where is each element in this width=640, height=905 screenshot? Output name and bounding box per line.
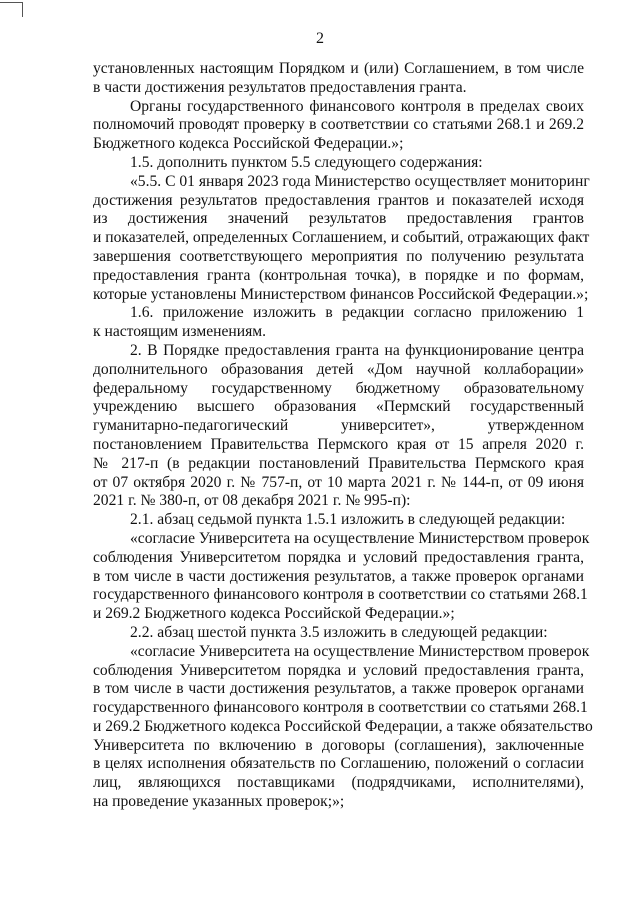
text-line: Университета по включению в договоры (соглашения), заключенные: [93, 736, 584, 754]
text-line: в том числе в части достижения результатов, а также проверок органами: [93, 680, 584, 698]
text-line: федеральному государственному бюджетному образовательному: [93, 379, 584, 397]
document-body: [93, 60, 593, 812]
text-line: на проведение указанных проверок;»;: [93, 793, 345, 811]
text-line: Бюджетного кодекса Российской Федерации.»;: [93, 135, 404, 153]
text-line: от 07 октября 2020 г. № 757-п, от 10 марта 2021 г. № 144-п, от 09 июня: [93, 473, 584, 491]
text-line: предоставления гранта (контрольная точка), в порядке и по формам,: [93, 266, 584, 284]
text-line: «5.5. С 01 января 2023 года Министерство осуществляет мониторинг: [130, 172, 590, 190]
text-line: из достижения значений результатов предоставления грантов: [93, 210, 584, 228]
text-line: Органы государственного финансового контроля в пределах своих: [130, 97, 584, 115]
text-line: № 217-п (в редакции постановлений Правительства Пермского края: [93, 454, 584, 472]
text-line: 2. В Порядке предоставления гранта на функционирование центра: [130, 341, 584, 359]
text-line: государственного финансового контроля в соответствии со статьями 268.1: [93, 586, 588, 604]
text-line: в том числе в части достижения результатов, а также проверок органами: [93, 567, 584, 585]
text-line: и 269.2 Бюджетного кодекса Российской Федерации, а также обязательство: [93, 717, 593, 735]
text-line: и 269.2 Бюджетного кодекса Российской Федерации.»;: [93, 605, 455, 623]
text-line: соблюдения Университетом порядка и условий предоставления гранта,: [93, 661, 584, 679]
text-line: 1.5. дополнить пунктом 5.5 следующего содержания:: [130, 153, 483, 171]
text-line: дополнительного образования детей «Дом научной коллаборации»: [93, 360, 584, 378]
text-line: в целях исполнения обязательств по Соглашению, положений о согласии: [93, 755, 584, 773]
page-number: 2: [316, 30, 324, 47]
text-line: учреждению высшего образования «Пермский государственный: [93, 398, 584, 416]
text-line: постановлением Правительства Пермского края от 15 апреля 2020 г.: [93, 435, 584, 453]
text-line: «согласие Университета на осуществление Министерством проверок: [130, 529, 590, 547]
text-line: государственного финансового контроля в соответствии со статьями 268.1: [93, 699, 588, 717]
scan-corner-mark: [0, 2, 23, 17]
text-line: «согласие Университета на осуществление Министерством проверок: [130, 642, 590, 660]
text-line: полномочий проводят проверку в соответствии со статьями 268.1 и 269.2: [93, 116, 584, 134]
text-line: и показателей, определенных Соглашением, и событий, отражающих факт: [93, 229, 590, 247]
text-line: 1.6. приложение изложить в редакции согласно приложению 1: [130, 304, 584, 322]
text-line: соблюдения Университетом порядка и условий предоставления гранта,: [93, 548, 584, 566]
text-line: в части достижения результатов предоставления гранта.: [93, 78, 467, 96]
text-line: гуманитарно-педагогический университет», утвержденном: [93, 417, 584, 435]
text-line: которые установлены Министерством финансов Российской Федерации.»;: [93, 285, 589, 303]
text-line: 2.2. абзац шестой пункта 3.5 изложить в следующей редакции:: [130, 623, 548, 641]
text-line: к настоящим изменениям.: [93, 323, 267, 341]
text-line: 2.1. абзац седьмой пункта 1.5.1 изложить в следующей редакции:: [130, 511, 566, 529]
text-line: завершения соответствующего мероприятия по получению результата: [93, 247, 584, 265]
text-line: 2021 г. № 380-п, от 08 декабря 2021 г. № 995-п):: [93, 492, 411, 510]
text-line: лиц, являющихся поставщиками (подрядчиками, исполнителями),: [93, 774, 584, 792]
text-line: установленных настоящим Порядком и (или) Соглашением, в том числе: [93, 60, 584, 77]
text-line: достижения результатов предоставления грантов и показателей исходя: [93, 191, 584, 209]
